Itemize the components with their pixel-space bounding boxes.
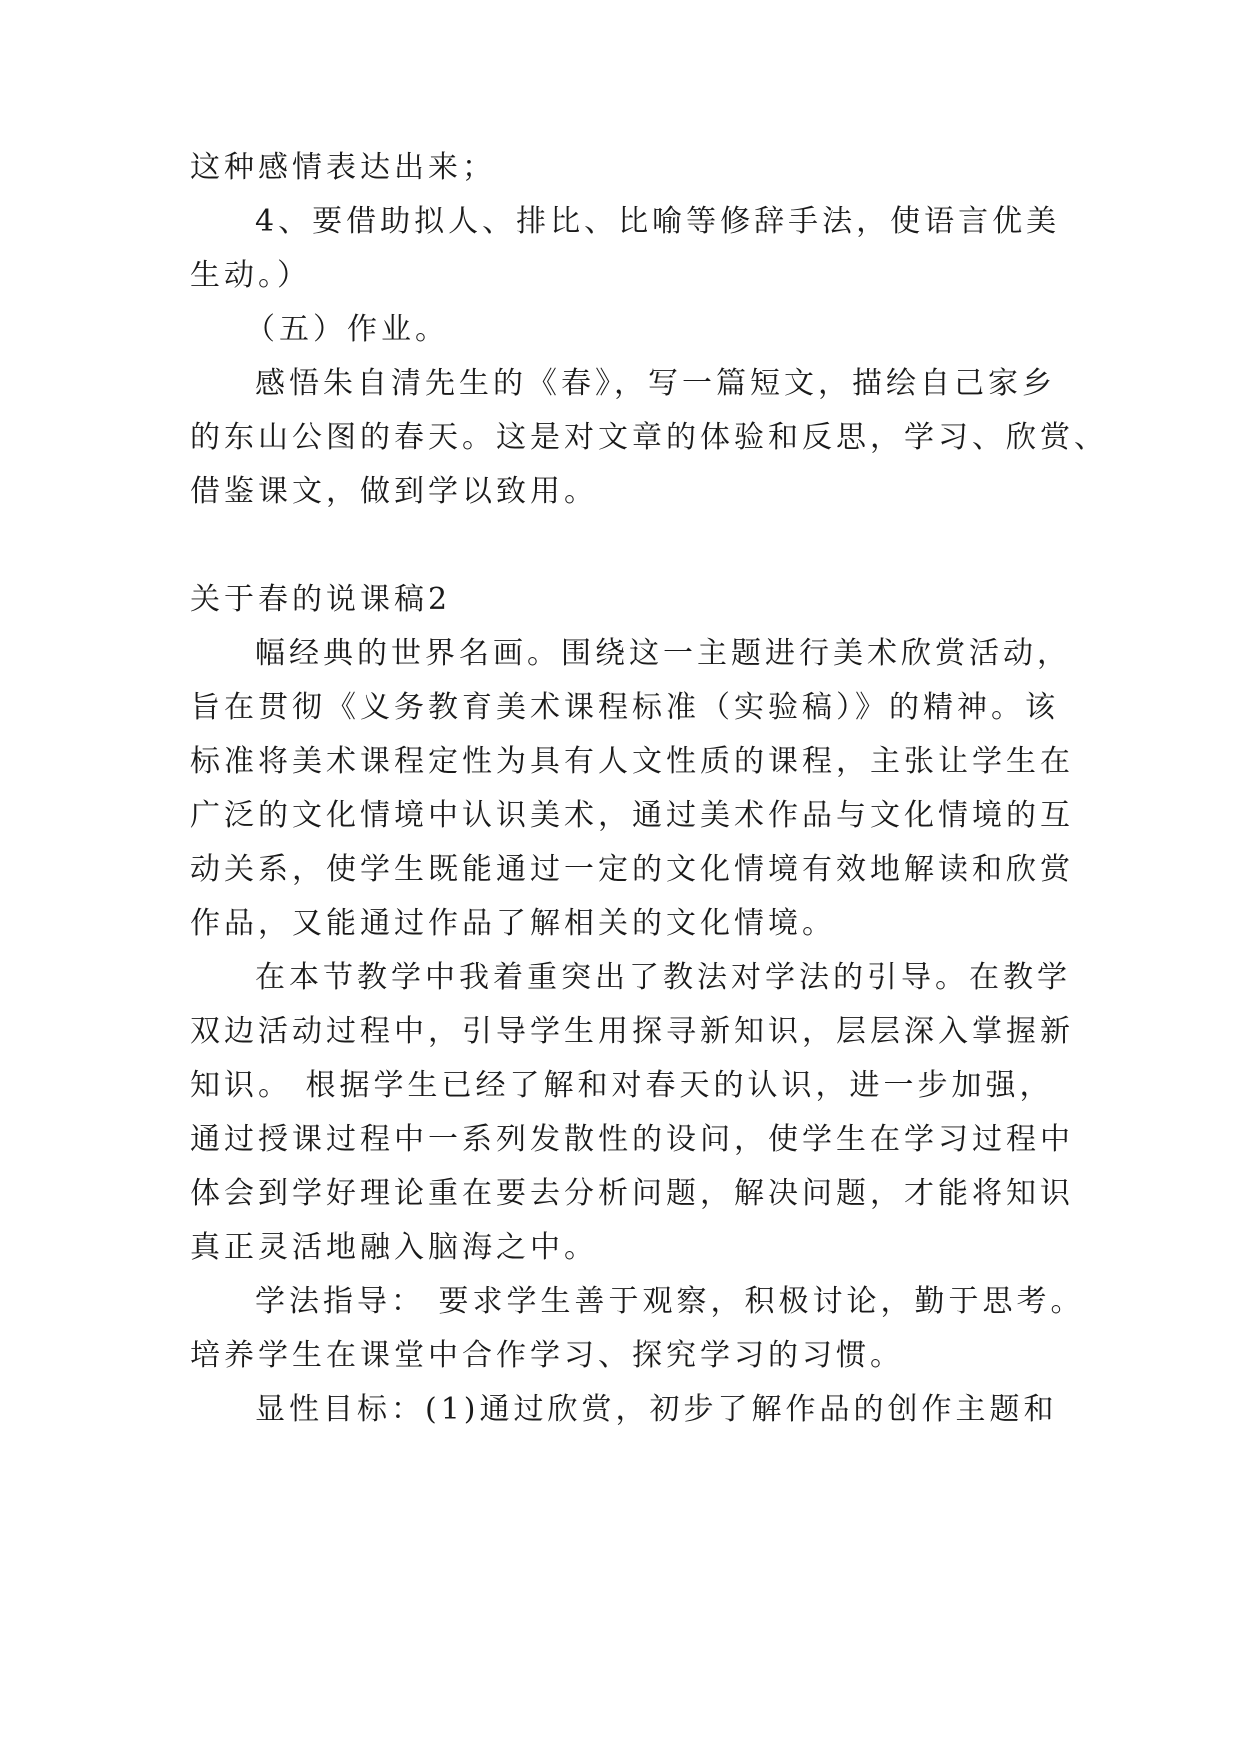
text-line: 的东山公图的春天。这是对文章的体验和反思，学习、欣赏、 — [190, 420, 1108, 455]
text-line: 通过授课过程中一系列发散性的设问，使学生在学习过程中 — [190, 1122, 1074, 1157]
document-title: 关于春的说课稿2 — [190, 582, 452, 617]
text-line: 真正灵活地融入脑海之中。 — [190, 1230, 598, 1265]
text-line: 显性目标：(1)通过欣赏，初步了解作品的创作主题和 — [255, 1392, 1058, 1427]
text-line: 标准将美术课程定性为具有人文性质的课程，主张让学生在 — [190, 744, 1074, 779]
text-line: 幅经典的世界名画。围绕这一主题进行美术欣赏活动， — [255, 636, 1071, 671]
text-line: 作品，又能通过作品了解相关的文化情境。 — [190, 906, 836, 941]
text-line: 生动。） — [190, 258, 311, 293]
text-line: 感悟朱自清先生的《春》，写一篇短文，描绘自己家乡 — [255, 366, 1056, 401]
text-line: 借鉴课文，做到学以致用。 — [190, 474, 598, 509]
text-line: 这种感情表达出来； — [190, 150, 496, 185]
text-line: 广泛的文化情境中认识美术，通过美术作品与文化情境的互 — [190, 798, 1074, 833]
text-line: 体会到学好理论重在要去分析问题，解决问题，才能将知识 — [190, 1176, 1074, 1211]
text-line: 旨在贯彻《义务教育美术课程标准（实验稿）》的精神。该 — [190, 690, 1059, 725]
text-line: 动关系，使学生既能通过一定的文化情境有效地解读和欣赏 — [190, 852, 1074, 887]
text-line: 在本节教学中我着重突出了教法对学法的引导。在教学 — [255, 960, 1071, 995]
text-line: 学法指导： 要求学生善于观察，积极讨论，勤于思考。 — [255, 1284, 1085, 1319]
section-heading: （五）作业。 — [245, 312, 449, 347]
text-line: 知识。 根据学生已经了解和对春天的认识，进一步加强， — [190, 1068, 1054, 1103]
text-line: 培养学生在课堂中合作学习、探究学习的习惯。 — [190, 1338, 904, 1373]
text-line: 4、要借助拟人、排比、比喻等修辞手法，使语言优美 — [255, 204, 1061, 239]
text-line: 双边活动过程中，引导学生用探寻新知识，层层深入掌握新 — [190, 1014, 1074, 1049]
